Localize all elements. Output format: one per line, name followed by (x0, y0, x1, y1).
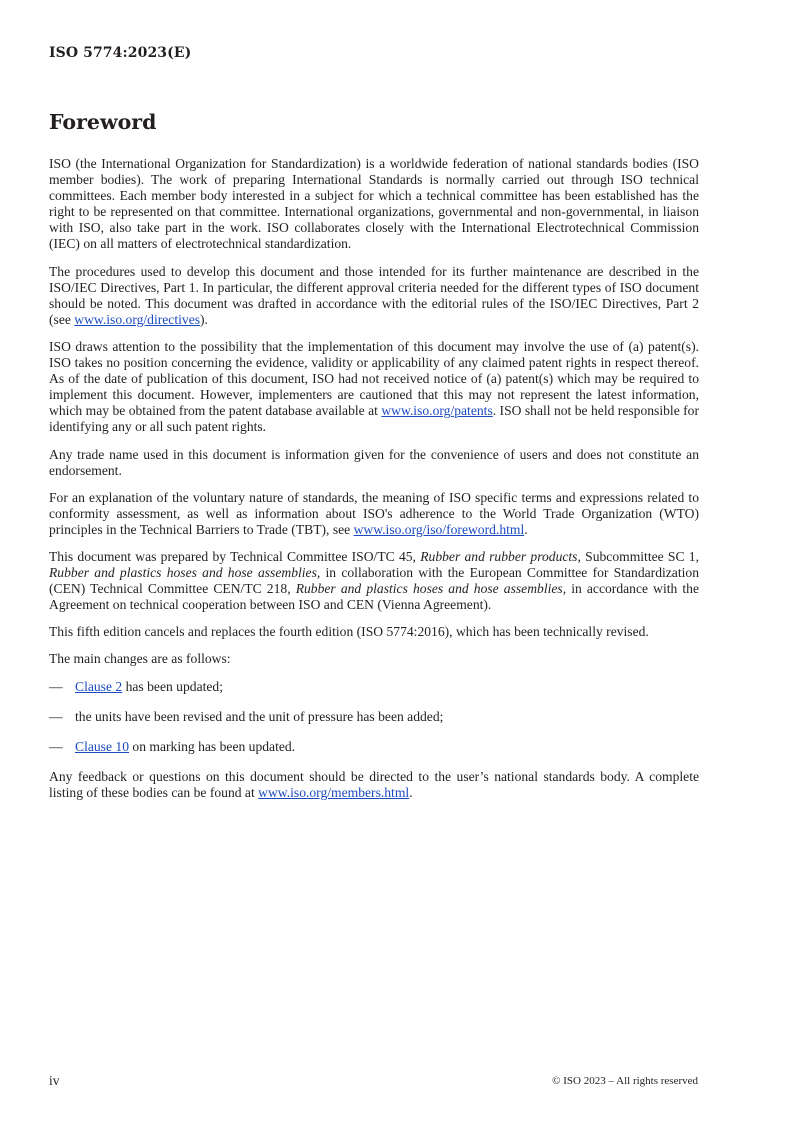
list-item (49, 739, 699, 755)
document-identifier: ISO 5774:2023(E) (49, 45, 192, 61)
paragraph-text: ISO draws attention to the possibility that the implementation of this document may involve the use of (a) patent(s). ISO takes no position concerning the evidence, validity or applicability of any claimed patent rights in respect thereof. As of the date of publication of this document, ISO had not received notice of (a) patent(s) which may be required to implement this document. However, implementers are cautioned that this may not represent the latest information, which may be obtained from the patent database available at (49, 338, 699, 419)
subcommittee-title: Rubber and plastics hoses and hose assemblies, (49, 565, 321, 581)
page-title: Foreword (49, 110, 157, 134)
members-link[interactable]: www.iso.org/members.html (258, 784, 410, 800)
paragraph-text: This document was prepared by Technical Committee ISO/TC 45, (49, 548, 421, 564)
paragraph-text: ). (200, 311, 208, 327)
list-dash: — (49, 678, 63, 694)
patents-link[interactable]: www.iso.org/patents (381, 403, 493, 419)
paragraph-text: in accordance with the Agreement on technical cooperation between ISO and CEN (Vienna Agreement). (49, 581, 700, 613)
paragraph-procedures (49, 264, 699, 328)
list-item-content (75, 679, 223, 695)
paragraph-text: . ISO shall not be held responsible for identifying any or all such patent rights. (49, 403, 699, 435)
paragraph-feedback (49, 769, 699, 801)
clause-10-link[interactable]: Clause 10 (75, 738, 129, 754)
paragraph-edition: This fifth edition cancels and replaces the fourth edition (ISO 5774:2016), which has been technically revised. (49, 624, 649, 640)
paragraph-text: in collaboration with the European Committee for Standardization (CEN) Technical Committee CEN/TC 218, (49, 565, 699, 597)
list-item (49, 709, 699, 725)
paragraph-voluntary-nature (49, 490, 699, 538)
paragraph-committee (49, 549, 699, 613)
foreword-link[interactable]: www.iso.org/iso/foreword.html (353, 521, 525, 537)
directives-link[interactable]: www.iso.org/directives (74, 311, 201, 327)
list-item (49, 679, 699, 695)
list-item-text: has been updated; (122, 678, 223, 694)
paragraph-text: The procedures used to develop this document and those intended for its further maintenance are described in the ISO/IEC Directives, Part 1. In particular, the different approval criteria needed for the different types of ISO document should be noted. This document was drafted in accordance with the editorial rules of the ISO/IEC Directives, Part 2 (see (49, 263, 699, 327)
list-item-text: the units have been revised and the unit of pressure has been added; (75, 708, 444, 724)
paragraph-iso-intro: ISO (the International Organization for Standardization) is a worldwide federation of national standards bodies (ISO member bodies). The work of preparing International Standards is normally carried out through ISO technical committees. Each member body interested in a subject for which a technical committee has been established has the right to be represented on that committee. International organizations, governmental and non-governmental, in liaison with ISO, also take part in the work. ISO collaborates closely with the International Electrotechnical Commission (IEC) on all matters of electrotechnical standardization. (49, 156, 699, 252)
list-dash: — (49, 708, 63, 724)
paragraph-text: Any feedback or questions on this document should be directed to the user’s national standards body. A complete listing of these bodies can be found at (49, 768, 699, 800)
foreword-body (49, 156, 699, 812)
page-number: iv (49, 1073, 60, 1088)
list-dash: — (49, 738, 63, 754)
list-item-content (75, 739, 295, 755)
paragraph-main-changes: The main changes are as follows: (49, 651, 231, 667)
copyright-notice: © ISO 2023 – All rights reserved (552, 1075, 698, 1087)
paragraph-text: , Subcommittee SC 1, (577, 548, 700, 564)
paragraph-text: . (524, 521, 528, 537)
list-item-text: on marking has been updated. (129, 738, 296, 754)
clause-2-link[interactable]: Clause 2 (75, 678, 123, 694)
paragraph-patents (49, 339, 699, 436)
cen-committee-title: Rubber and plastics hoses and hose assemblies, (295, 581, 567, 597)
paragraph-trade-name: Any trade name used in this document is information given for the convenience of users and does not constitute an endorsement. (49, 446, 699, 478)
paragraph-text: . (409, 784, 413, 800)
committee-title: Rubber and rubber products (420, 548, 578, 564)
paragraph-text: For an explanation of the voluntary nature of standards, the meaning of ISO specific terms and expressions related to conformity assessment, as well as information about ISO's adherence to the World Trade Organization (WTO) principles in the Technical Barriers to Trade (TBT), see (49, 489, 699, 537)
